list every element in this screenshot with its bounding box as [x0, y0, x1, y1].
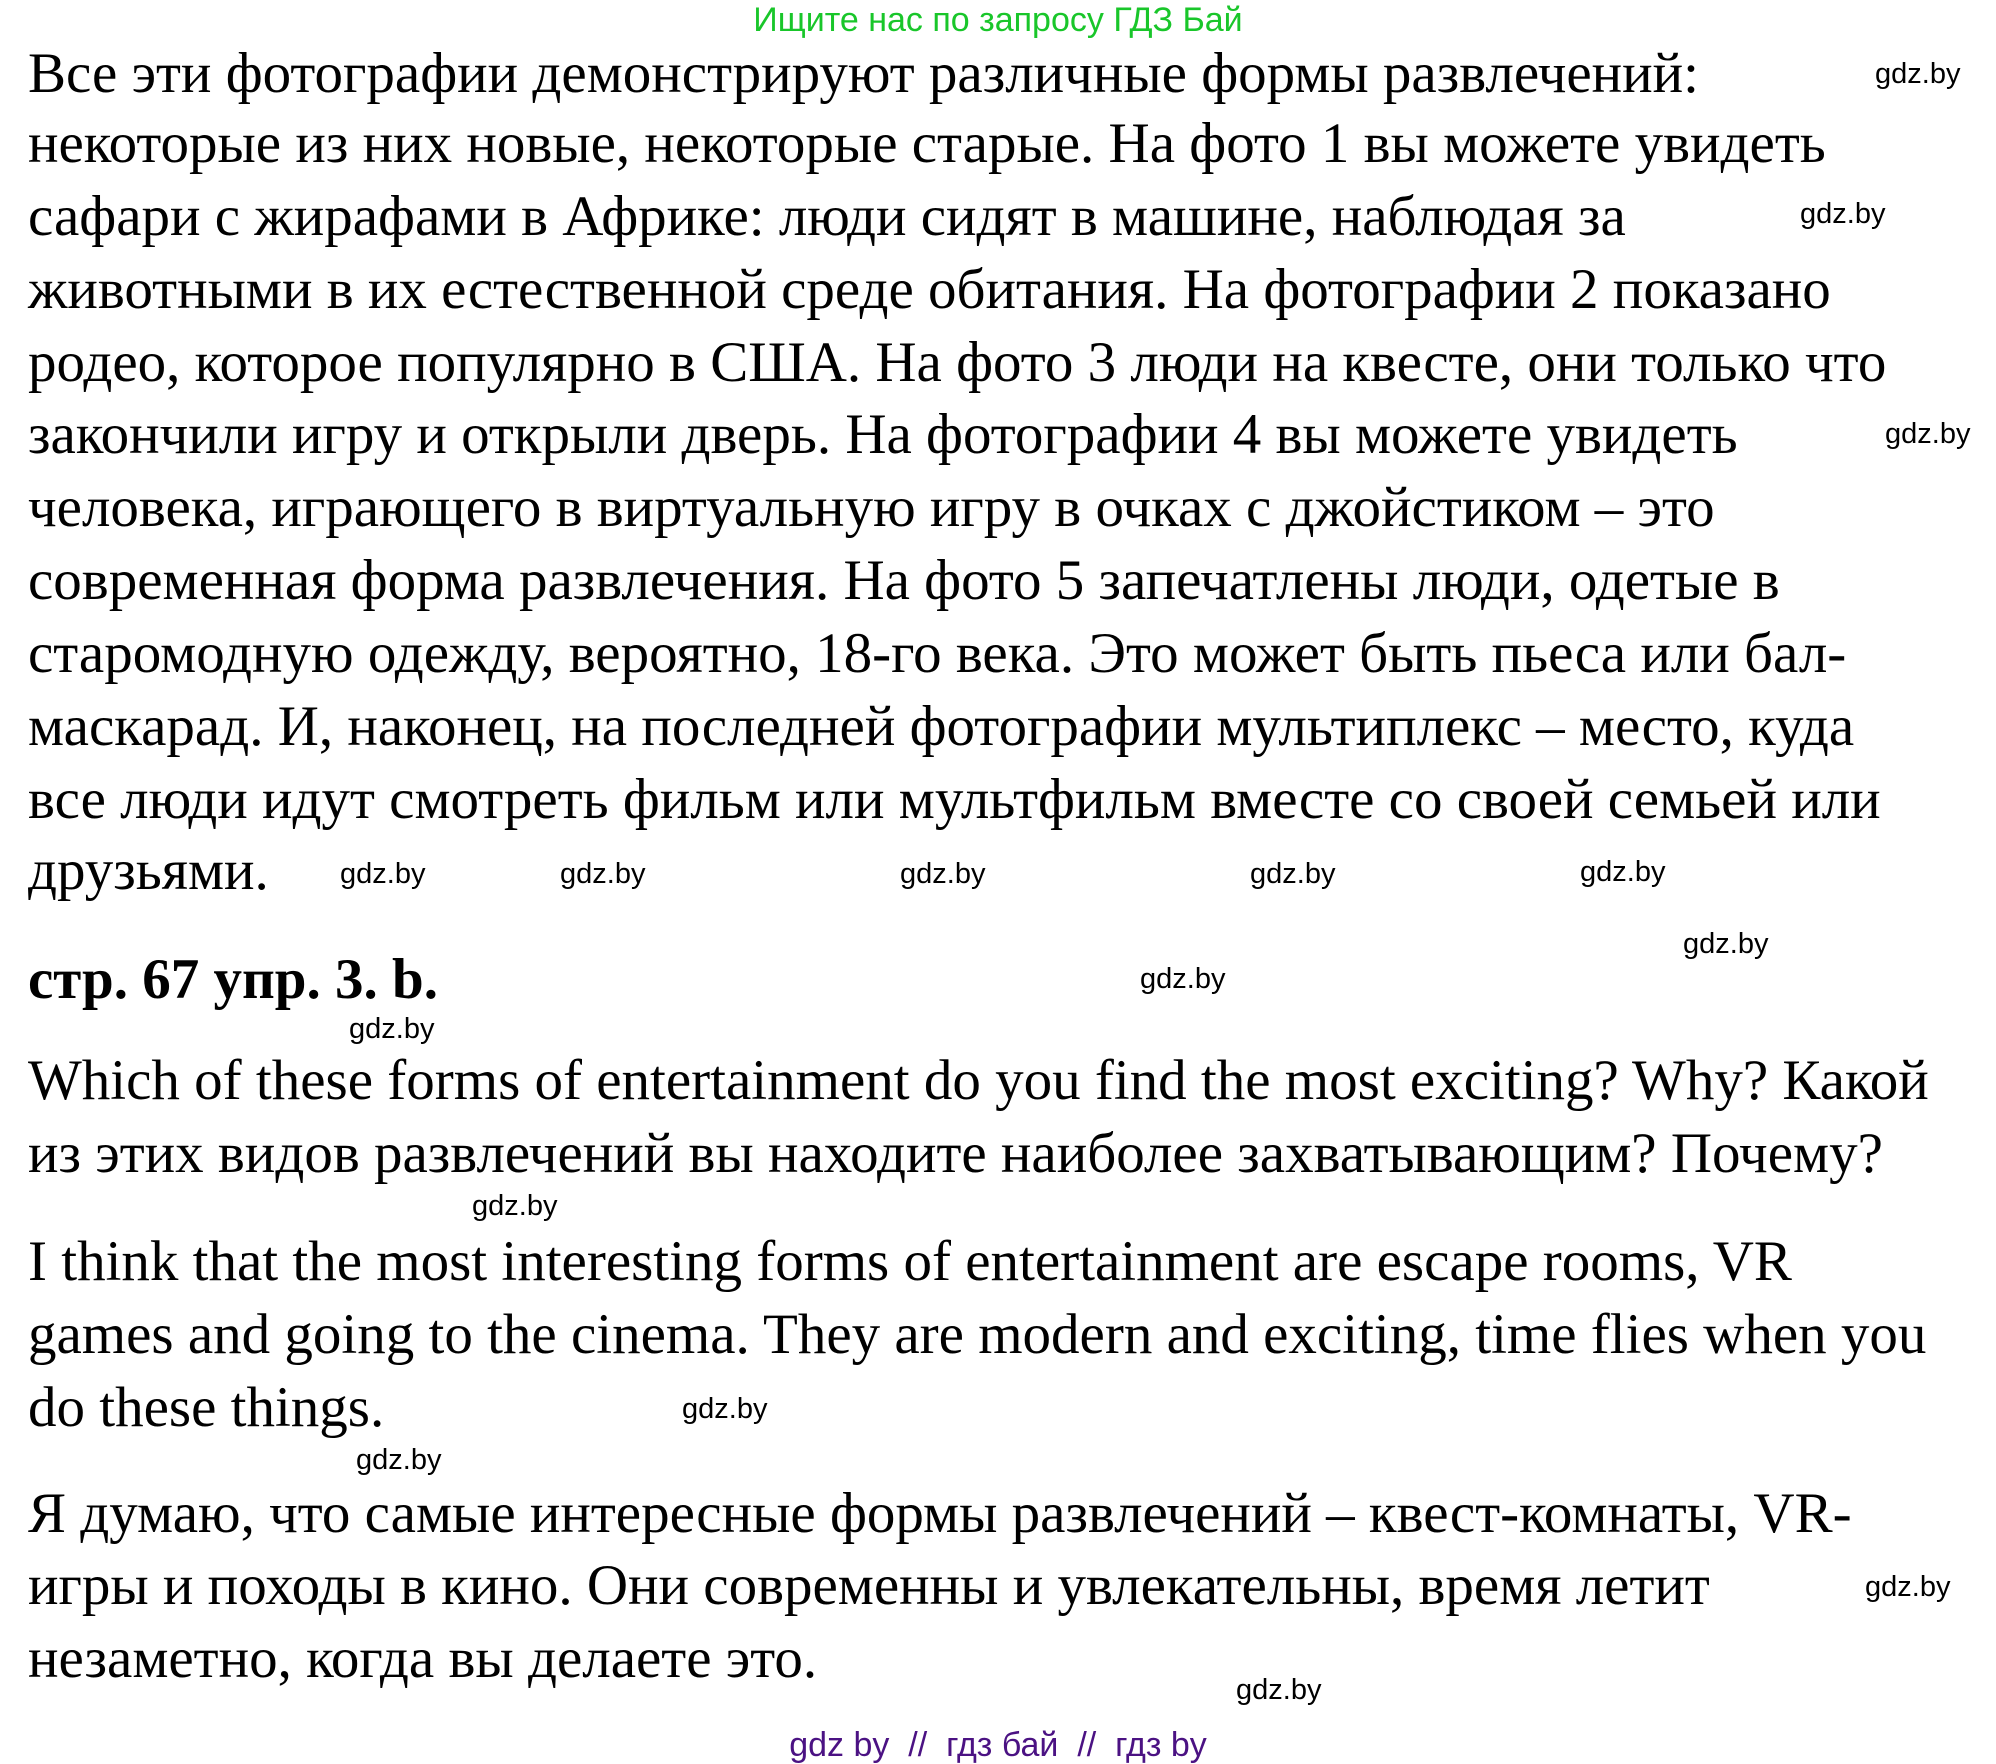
question-line: из этих видов развлечений вы находите наиболее захватывающим? Почему? — [28, 1122, 1883, 1185]
answer-ru-line: Я думаю, что самые интересные формы развлечений – квест-комнаты, VR- — [28, 1482, 1852, 1545]
answer-en-line: do these things. — [28, 1376, 385, 1439]
text-line: некоторые из них новые, некоторые старые. На фото 1 вы можете увидеть — [28, 112, 1826, 175]
answer-ru-line: игры и походы в кино. Они современны и увлекательны, время летит — [28, 1554, 1710, 1617]
text-line: старомодную одежду, вероятно, 18-го века. Это может быть пьеса или бал- — [28, 622, 1847, 685]
watermark: gdz.by — [1250, 858, 1336, 890]
watermark: gdz.by — [1865, 1571, 1951, 1603]
exercise-heading: стр. 67 упр. 3. b. — [28, 948, 438, 1011]
text-line: все люди идут смотреть фильм или мультфильм вместе со своей семьей или — [28, 768, 1881, 831]
text-line: современная форма развлечения. На фото 5 запечатлены люди, одетые в — [28, 549, 1780, 612]
watermark: gdz.by — [1875, 58, 1961, 90]
watermark: gdz.by — [1885, 418, 1971, 450]
watermark: gdz.by — [682, 1393, 768, 1425]
text-line: маскарад. И, наконец, на последней фотографии мультиплекс – место, куда — [28, 695, 1855, 758]
watermark: gdz.by — [1800, 198, 1886, 230]
text-line: человека, играющего в виртуальную игру в очках с джойстиком – это — [28, 476, 1715, 539]
watermark: gdz.by — [340, 858, 426, 890]
watermark: gdz.by — [1236, 1674, 1322, 1706]
answer-ru-line: незаметно, когда вы делаете это. — [28, 1627, 818, 1690]
watermark: gdz.by — [472, 1190, 558, 1222]
text-line: Все эти фотографии демонстрируют различные формы развлечений: — [28, 42, 1700, 105]
watermark: gdz.by — [1580, 856, 1666, 888]
watermark: gdz.by — [356, 1444, 442, 1476]
answer-en-line: I think that the most interesting forms of entertainment are escape rooms, VR — [28, 1230, 1792, 1293]
footer-banner: gdz by // гдз бай // гдз by — [789, 1726, 1207, 1764]
text-line: родео, которое популярно в США. На фото 3 люди на квесте, они только что — [28, 331, 1887, 394]
text-line: животными в их естественной среде обитания. На фотографии 2 показано — [28, 258, 1831, 321]
watermark: gdz.by — [1140, 963, 1226, 995]
watermark: gdz.by — [900, 858, 986, 890]
text-line: друзьями. — [28, 839, 269, 902]
watermark: gdz.by — [560, 858, 646, 890]
question-line: Which of these forms of entertainment do you find the most exciting? Why? Какой — [28, 1049, 1929, 1112]
watermark: gdz.by — [1683, 928, 1769, 960]
answer-en-line: games and going to the cinema. They are modern and exciting, time flies when you — [28, 1303, 1927, 1366]
text-line: закончили игру и открыли дверь. На фотографии 4 вы можете увидеть — [28, 403, 1738, 466]
text-line: сафари с жирафами в Африке: люди сидят в машине, наблюдая за — [28, 185, 1626, 248]
header-banner: Ищите нас по запросу ГДЗ Бай — [753, 1, 1243, 39]
watermark: gdz.by — [349, 1013, 435, 1045]
